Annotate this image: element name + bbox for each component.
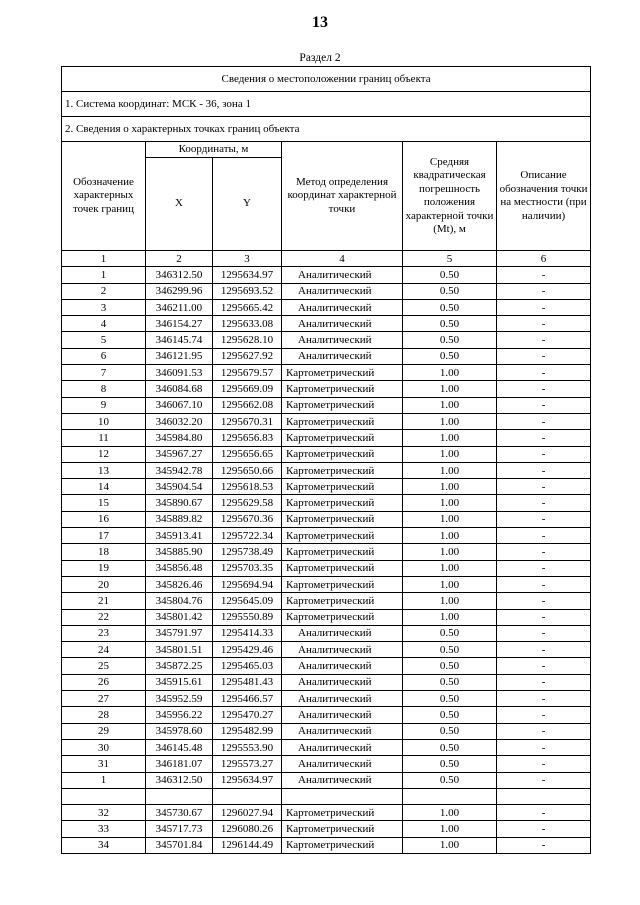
cell-method: Картометрический [282,560,403,576]
cell-description: - [497,267,591,283]
header-error: Средняя квадратическая погрешность положения характерной точки (Mt), м [403,142,497,251]
cell-point-id: 24 [62,642,146,658]
cell-method: Картометрический [282,495,403,511]
cell-point-id: 33 [62,821,146,837]
cell-coord-x: 346299.96 [146,283,213,299]
table-row [62,332,591,348]
cell-coord-y: 1296027.94 [213,805,282,821]
cell-point-id: 30 [62,739,146,755]
cell-method: Картометрический [282,462,403,478]
cell-coord-y: 1295634.97 [213,772,282,788]
cell-error: 0.50 [403,707,497,723]
cell-error: 1.00 [403,365,497,381]
cell-point-id: 31 [62,756,146,772]
cell-coord-x: 345801.42 [146,609,213,625]
cell-method: Картометрический [282,479,403,495]
cell-point-id: 17 [62,528,146,544]
cell-coord-x: 346084.68 [146,381,213,397]
cell-coord-y: 1295470.27 [213,707,282,723]
header-point: Обозначение характерных точек границ [62,142,146,251]
table-row [62,267,591,283]
cell-point-id: 12 [62,446,146,462]
cell-coord-x: 346181.07 [146,756,213,772]
cell-coord-y: 1295618.53 [213,479,282,495]
cell-method: Картометрический [282,413,403,429]
table-row [62,625,591,641]
cell-coord-y: 1295573.27 [213,756,282,772]
cell-error: 1.00 [403,413,497,429]
cell-error: 1.00 [403,397,497,413]
cell-error: 0.50 [403,283,497,299]
table-row [62,642,591,658]
points-title-row: 2. Сведения о характерных точках границ объекта [62,117,591,142]
cell-point-id: 28 [62,707,146,723]
cell-method: Картометрический [282,365,403,381]
table-row [62,430,591,446]
table-row [62,544,591,560]
cell-method: Картометрический [282,528,403,544]
cell-point-id: 3 [62,299,146,315]
cell-coord-y: 1295645.09 [213,593,282,609]
cell-method: Картометрический [282,381,403,397]
cell-coord-x: 345804.76 [146,593,213,609]
cell-description: - [497,821,591,837]
cell-method: Аналитический [282,772,403,788]
cell-coord-x: 345885.90 [146,544,213,560]
cell-coord-x: 345826.46 [146,576,213,592]
table-row [62,593,591,609]
cell-coord-x: 345730.67 [146,805,213,821]
cell-error: 1.00 [403,381,497,397]
cell-coord-y: 1295679.57 [213,365,282,381]
cell-error: 1.00 [403,609,497,625]
table-row [62,723,591,739]
cell-coord-y: 1295738.49 [213,544,282,560]
cell-method: Аналитический [282,332,403,348]
cell-coord-x: 345984.80 [146,430,213,446]
cell-description: - [497,479,591,495]
table-row [62,365,591,381]
cell-description: - [497,381,591,397]
header-x: X [146,158,213,251]
cell-method: Картометрический [282,397,403,413]
cell-method: Аналитический [282,316,403,332]
cell-description: - [497,365,591,381]
cell-method: Картометрический [282,609,403,625]
cell-coord-y: 1295693.52 [213,283,282,299]
cell-description: - [497,283,591,299]
cell-point-id: 34 [62,837,146,853]
cell-error: 1.00 [403,462,497,478]
cell-error: 1.00 [403,446,497,462]
cell-description: - [497,805,591,821]
cell-coord-x: 345856.48 [146,560,213,576]
cell-description: - [497,658,591,674]
cell-error: 1.00 [403,495,497,511]
cell-point-id: 1 [62,772,146,788]
cell-coord-x: 346091.53 [146,365,213,381]
cell-point-id: 1 [62,267,146,283]
cell-method: Аналитический [282,299,403,315]
col-number: 5 [403,251,497,267]
cell-error: 0.50 [403,332,497,348]
cell-description: - [497,560,591,576]
col-number: 4 [282,251,403,267]
cell-coord-y: 1295670.31 [213,413,282,429]
cell-point-id: 11 [62,430,146,446]
cell-coord-y: 1296080.26 [213,821,282,837]
cell-point-id: 9 [62,397,146,413]
cell-description: - [497,609,591,625]
cell-description: - [497,723,591,739]
cell-point-id: 19 [62,560,146,576]
cell-method: Аналитический [282,707,403,723]
cell-point-id: 16 [62,511,146,527]
cell-coord-x [146,788,213,804]
cell-coord-x: 345717.73 [146,821,213,837]
header-method: Метод определения координат характерной точки [282,142,403,251]
cell-error: 0.50 [403,267,497,283]
cell-coord-y: 1295550.89 [213,609,282,625]
cell-point-id: 22 [62,609,146,625]
table-row [62,691,591,707]
cell-method: Аналитический [282,625,403,641]
cell-description [497,788,591,804]
cell-coord-x: 345956.22 [146,707,213,723]
cell-description: - [497,446,591,462]
cell-error [403,788,497,804]
cell-description: - [497,413,591,429]
cell-method: Аналитический [282,267,403,283]
cell-error: 1.00 [403,430,497,446]
header-y: Y [213,158,282,251]
cell-coord-y: 1295722.34 [213,528,282,544]
cell-method: Аналитический [282,283,403,299]
cell-method [282,788,403,804]
cell-coord-y: 1295634.97 [213,267,282,283]
cell-error: 0.50 [403,299,497,315]
cell-method: Картометрический [282,430,403,446]
cell-point-id: 23 [62,625,146,641]
cell-error: 0.50 [403,739,497,755]
cell-coord-y: 1295703.35 [213,560,282,576]
cell-method: Картометрический [282,511,403,527]
cell-coord-x: 345915.61 [146,674,213,690]
cell-method: Аналитический [282,348,403,364]
cell-description: - [497,462,591,478]
cell-description: - [497,397,591,413]
page-number: 13 [312,14,328,31]
cell-description: - [497,495,591,511]
cell-error: 1.00 [403,511,497,527]
cell-error: 0.50 [403,723,497,739]
cell-coord-y: 1295656.65 [213,446,282,462]
col-number: 3 [213,251,282,267]
table-row [62,576,591,592]
cell-point-id: 7 [62,365,146,381]
table-row [62,739,591,755]
table-row [62,788,591,804]
table-row [62,674,591,690]
table-row [62,528,591,544]
table-row [62,462,591,478]
cell-coord-x: 346312.50 [146,267,213,283]
cell-coord-y: 1295414.33 [213,625,282,641]
table-title: Сведения о местоположении границ объекта [62,67,591,92]
table-row [62,299,591,315]
cell-coord-x: 346145.48 [146,739,213,755]
table-row [62,772,591,788]
cell-error: 0.50 [403,772,497,788]
cell-coord-x: 345942.78 [146,462,213,478]
table-row [62,658,591,674]
cell-coord-y: 1295627.92 [213,348,282,364]
cell-coord-y: 1295482.99 [213,723,282,739]
cell-method: Картометрический [282,576,403,592]
table-row [62,707,591,723]
cell-coord-y: 1295429.46 [213,642,282,658]
cell-coord-y: 1295633.08 [213,316,282,332]
cell-method: Аналитический [282,642,403,658]
cell-description: - [497,430,591,446]
col-number: 6 [497,251,591,267]
cell-error: 0.50 [403,642,497,658]
cell-error: 0.50 [403,674,497,690]
table-row [62,495,591,511]
cell-coord-x: 345967.27 [146,446,213,462]
table-row [62,446,591,462]
cell-description: - [497,299,591,315]
table-row [62,837,591,853]
cell-description: - [497,625,591,641]
cell-method: Аналитический [282,674,403,690]
cell-coord-y: 1295465.03 [213,658,282,674]
cell-error: 0.50 [403,691,497,707]
cell-method: Картометрический [282,805,403,821]
cell-method: Картометрический [282,544,403,560]
cell-description: - [497,707,591,723]
cell-description: - [497,348,591,364]
cell-coord-y: 1295629.58 [213,495,282,511]
cell-description: - [497,316,591,332]
cell-description: - [497,756,591,772]
cell-coord-x: 345913.41 [146,528,213,544]
cell-error: 1.00 [403,576,497,592]
cell-point-id: 29 [62,723,146,739]
col-number: 1 [62,251,146,267]
cell-method: Картометрический [282,821,403,837]
cell-point-id [62,788,146,804]
header-description: Описание обозначения точки на местности (при наличии) [497,142,591,251]
cell-error: 1.00 [403,544,497,560]
cell-point-id: 32 [62,805,146,821]
cell-method: Аналитический [282,658,403,674]
cell-coord-x: 345890.67 [146,495,213,511]
cell-coord-x: 345952.59 [146,691,213,707]
cell-description: - [497,576,591,592]
cell-coord-x: 346211.00 [146,299,213,315]
cell-coord-y: 1295466.57 [213,691,282,707]
coord-system-row: 1. Система координат: МСК - 36, зона 1 [62,92,591,117]
cell-method: Аналитический [282,691,403,707]
table-row [62,511,591,527]
cell-coord-y [213,788,282,804]
cell-error: 0.50 [403,316,497,332]
cell-description: - [497,544,591,560]
cell-description: - [497,528,591,544]
cell-description: - [497,642,591,658]
cell-coord-x: 345889.82 [146,511,213,527]
cell-coord-x: 345701.84 [146,837,213,853]
table-row [62,821,591,837]
cell-coord-x: 345978.60 [146,723,213,739]
cell-coord-y: 1295553.90 [213,739,282,755]
cell-coord-y: 1295662.08 [213,397,282,413]
cell-point-id: 5 [62,332,146,348]
cell-error: 1.00 [403,821,497,837]
cell-method: Картометрический [282,837,403,853]
table-row [62,609,591,625]
cell-description: - [497,739,591,755]
cell-error: 1.00 [403,528,497,544]
cell-coord-y: 1295694.94 [213,576,282,592]
cell-description: - [497,691,591,707]
column-numbers-row [62,251,591,267]
cell-coord-x: 345791.97 [146,625,213,641]
cell-point-id: 10 [62,413,146,429]
cell-error: 0.50 [403,348,497,364]
cell-point-id: 2 [62,283,146,299]
table-row [62,348,591,364]
cell-description: - [497,332,591,348]
cell-point-id: 13 [62,462,146,478]
cell-coord-x: 346154.27 [146,316,213,332]
cell-coord-x: 346312.50 [146,772,213,788]
cell-coord-y: 1295481.43 [213,674,282,690]
cell-method: Аналитический [282,739,403,755]
cell-point-id: 25 [62,658,146,674]
cell-error: 0.50 [403,756,497,772]
cell-point-id: 20 [62,576,146,592]
table-row [62,479,591,495]
table-row [62,283,591,299]
cell-description: - [497,674,591,690]
cell-point-id: 8 [62,381,146,397]
cell-error: 1.00 [403,479,497,495]
cell-point-id: 4 [62,316,146,332]
cell-method: Аналитический [282,723,403,739]
cell-coord-y: 1295628.10 [213,332,282,348]
cell-point-id: 15 [62,495,146,511]
table-row [62,560,591,576]
cell-error: 0.50 [403,625,497,641]
cell-point-id: 27 [62,691,146,707]
cell-point-id: 14 [62,479,146,495]
cell-coord-x: 345801.51 [146,642,213,658]
cell-coord-x: 345872.25 [146,658,213,674]
cell-description: - [497,593,591,609]
cell-coord-x: 346067.10 [146,397,213,413]
section-label: Раздел 2 [299,52,341,64]
table-row [62,381,591,397]
table-row [62,413,591,429]
table-row [62,756,591,772]
cell-method: Картометрический [282,446,403,462]
cell-point-id: 26 [62,674,146,690]
cell-coord-x: 346032.20 [146,413,213,429]
cell-coord-x: 346121.95 [146,348,213,364]
cell-point-id: 6 [62,348,146,364]
cell-error: 1.00 [403,837,497,853]
cell-error: 0.50 [403,658,497,674]
cell-coord-y: 1295656.83 [213,430,282,446]
cell-coord-y: 1296144.49 [213,837,282,853]
cell-description: - [497,772,591,788]
cell-coord-y: 1295650.66 [213,462,282,478]
cell-description: - [497,837,591,853]
boundary-table [61,66,591,854]
cell-coord-y: 1295670.36 [213,511,282,527]
cell-error: 1.00 [403,560,497,576]
table-row [62,805,591,821]
cell-method: Аналитический [282,756,403,772]
cell-point-id: 21 [62,593,146,609]
cell-error: 1.00 [403,805,497,821]
cell-point-id: 18 [62,544,146,560]
cell-method: Картометрический [282,593,403,609]
cell-error: 1.00 [403,593,497,609]
cell-coord-x: 345904.54 [146,479,213,495]
cell-coord-y: 1295669.09 [213,381,282,397]
cell-coord-y: 1295665.42 [213,299,282,315]
table-row [62,397,591,413]
table-row [62,316,591,332]
cell-coord-x: 346145.74 [146,332,213,348]
header-coords: Координаты, м [146,142,282,158]
cell-description: - [497,511,591,527]
col-number: 2 [146,251,213,267]
